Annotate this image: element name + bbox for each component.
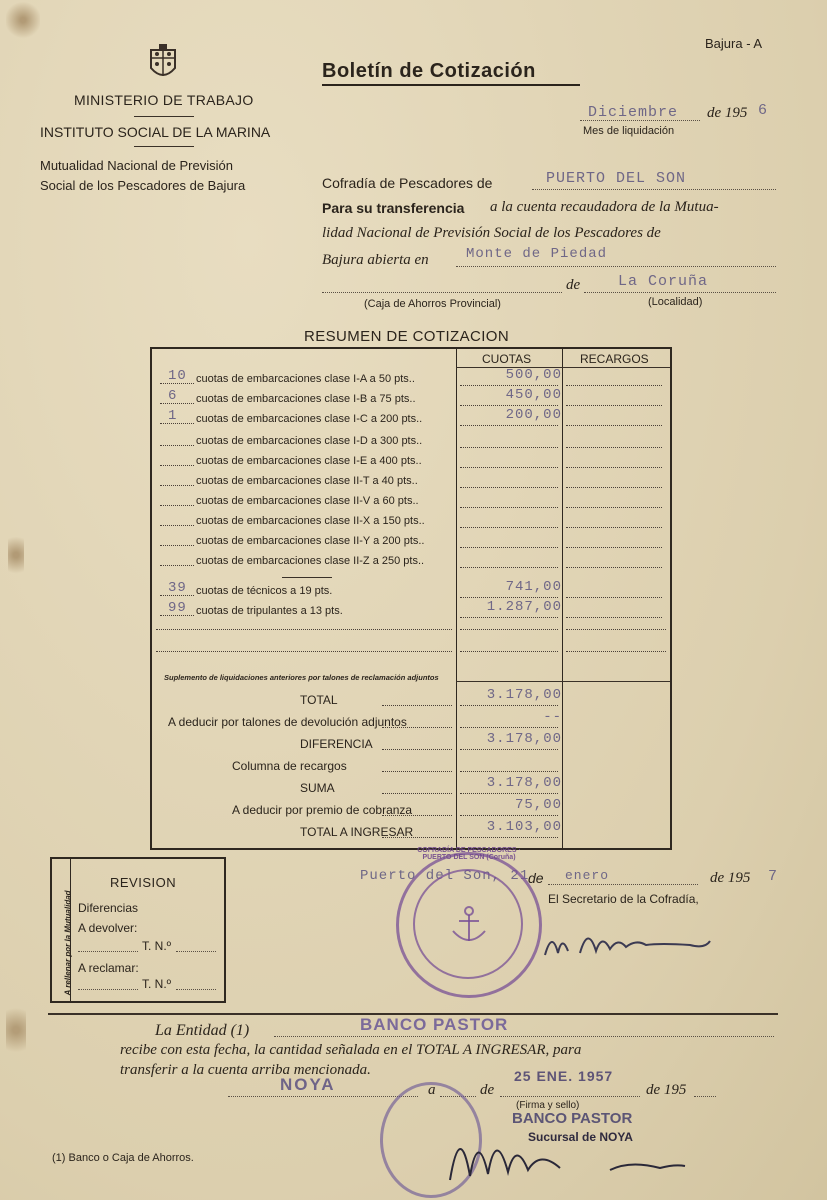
period-month-line xyxy=(580,120,700,121)
entity-value[interactable]: BANCO PASTOR xyxy=(360,1015,509,1034)
cell-line xyxy=(460,447,558,448)
total-leader-line xyxy=(382,727,452,728)
cofradia-stamp xyxy=(396,847,542,998)
total-leader-line xyxy=(382,749,452,750)
column-header-cuotas: CUOTAS xyxy=(482,352,532,366)
period-caption: Mes de liquidación xyxy=(583,125,675,137)
date-month-line xyxy=(548,884,698,885)
row-quantity[interactable]: 99 xyxy=(168,600,187,616)
row-label: cuotas de embarcaciones clase I-D a 300 pts.. xyxy=(196,435,423,447)
column-header-recargos: RECARGOS xyxy=(580,352,649,366)
cell-line xyxy=(566,597,662,598)
paper-stain xyxy=(8,530,24,580)
bank-text-2: transferir a la cuenta arriba mencionada. xyxy=(120,1062,371,1078)
bank-a-label: a xyxy=(428,1082,436,1098)
cell-line xyxy=(566,547,662,548)
row-label: cuotas de embarcaciones clase I-E a 400 pts.. xyxy=(196,455,422,467)
firma-label: (Firma y sello) xyxy=(516,1100,580,1111)
cell-line xyxy=(460,629,558,630)
row-cuotas-value[interactable]: 1.287,00 xyxy=(486,599,562,615)
row-label: cuotas de embarcaciones clase II-V a 60 pts.. xyxy=(196,495,419,507)
row-quantity[interactable]: 39 xyxy=(168,580,187,596)
cell-line xyxy=(156,629,452,630)
row-label: cuotas de embarcaciones clase II-X a 150 pts.. xyxy=(196,515,425,527)
row-label: cuotas de embarcaciones clase I-B a 75 pts.. xyxy=(196,393,416,405)
cell-line xyxy=(460,651,558,652)
cell-line xyxy=(566,405,662,406)
column-separator xyxy=(562,349,563,848)
date-month[interactable]: enero xyxy=(565,868,610,883)
row-label: cuotas de embarcaciones clase II-Y a 200 pts.. xyxy=(196,535,425,547)
cell-line xyxy=(460,837,558,838)
period-year-label: de 195 xyxy=(707,105,748,121)
revision-diferencias: Diferencias xyxy=(78,901,139,915)
cell-line xyxy=(566,629,666,630)
row-quantity-line xyxy=(160,383,194,384)
cell-line xyxy=(460,567,558,568)
locality-caption: (Localidad) xyxy=(648,296,703,308)
cell-line xyxy=(460,385,558,386)
locality-line xyxy=(584,292,776,293)
cell-line xyxy=(460,507,558,508)
header-rule xyxy=(456,367,670,368)
cell-line xyxy=(566,527,662,528)
revision-a-devolver: A devolver: xyxy=(78,921,138,935)
revision-box xyxy=(50,857,226,1003)
row-quantity[interactable]: 1 xyxy=(168,408,178,424)
totals-rule xyxy=(456,681,670,682)
coat-of-arms-icon xyxy=(148,44,178,82)
total-leader-line xyxy=(382,705,452,706)
transfer-label: Para su transferencia xyxy=(322,200,465,216)
cell-line xyxy=(566,425,662,426)
entity-line xyxy=(274,1036,774,1037)
cell-line xyxy=(566,385,662,386)
row-quantity-line xyxy=(160,445,194,446)
total-label: Columna de recargos xyxy=(232,759,347,773)
revision-tn2-line xyxy=(176,989,216,990)
cell-line xyxy=(156,651,452,652)
bank-stamp-branch: Sucursal de NOYA xyxy=(528,1130,633,1144)
cell-line xyxy=(460,527,558,528)
total-value[interactable]: 3.103,00 xyxy=(486,819,562,835)
total-value[interactable]: -- xyxy=(543,709,562,725)
cell-line xyxy=(460,425,558,426)
locality-value[interactable]: La Coruña xyxy=(618,273,709,290)
total-label: DIFERENCIA xyxy=(300,737,373,751)
paper-stain xyxy=(6,1000,26,1060)
cell-line xyxy=(566,617,662,618)
entity-label: La Entidad (1) xyxy=(155,1022,250,1039)
row-cuotas-value[interactable]: 200,00 xyxy=(505,407,562,423)
bank-date-stamp: 25 ENE. 1957 xyxy=(514,1068,614,1084)
row-cuotas-value[interactable]: 450,00 xyxy=(505,387,562,403)
summary-title: RESUMEN DE COTIZACION xyxy=(304,328,510,345)
row-quantity-line xyxy=(160,465,194,466)
row-quantity-line xyxy=(160,545,194,546)
bank-city-line xyxy=(228,1096,418,1097)
revision-tn-1: T. N.º xyxy=(142,939,172,953)
header-divider xyxy=(134,146,194,147)
transfer-text-3: Bajura abierta en xyxy=(322,252,429,268)
secretary-role: El Secretario de la Cofradía, xyxy=(548,892,699,906)
de-label: de xyxy=(566,277,581,293)
row-quantity-line xyxy=(160,423,194,424)
row-quantity-line xyxy=(160,485,194,486)
total-value[interactable]: 3.178,00 xyxy=(486,687,562,703)
bank-location-line xyxy=(322,292,562,293)
total-label: A deducir por talones de devolución adjuntos xyxy=(168,715,407,729)
transfer-text-2: lidad Nacional de Previsión Social de los Pescadores de xyxy=(322,225,661,241)
date-de-label: de xyxy=(528,870,544,886)
revision-title: REVISION xyxy=(110,875,177,890)
total-leader-line xyxy=(382,837,452,838)
cell-line xyxy=(460,727,558,728)
cell-line xyxy=(460,771,558,772)
section-rule xyxy=(282,577,332,578)
cofradia-label: Cofradía de Pescadores de xyxy=(322,175,493,191)
revision-side-label: A rellenar por la Mutualidad xyxy=(63,890,73,996)
total-leader-line xyxy=(382,793,452,794)
cell-line xyxy=(566,467,662,468)
cell-line xyxy=(460,815,558,816)
cell-line xyxy=(566,507,662,508)
bank-year-line xyxy=(694,1096,716,1097)
total-leader-line xyxy=(382,815,452,816)
bank-signature xyxy=(430,1110,690,1190)
revision-a-reclamar: A reclamar: xyxy=(78,961,139,975)
ministry-name: MINISTERIO DE TRABAJO xyxy=(74,92,254,108)
mutual-name-line1: Mutualidad Nacional de Previsión xyxy=(40,158,233,173)
row-label: cuotas de embarcaciones clase II-T a 40 pts.. xyxy=(196,475,418,487)
total-value[interactable]: 3.178,00 xyxy=(486,775,562,791)
form-code: Bajura - A xyxy=(705,36,763,51)
revision-tn1-line xyxy=(176,951,216,952)
footnote: (1) Banco o Caja de Ahorros. xyxy=(52,1152,194,1164)
bank-caption: (Caja de Ahorros Provincial) xyxy=(364,298,501,310)
supplement-label: Suplemento de liquidaciones anteriores por talones de reclamación adjuntos xyxy=(164,673,439,682)
total-label: SUMA xyxy=(300,781,335,795)
row-label: cuotas de técnicos a 19 pts. xyxy=(196,585,333,597)
total-label: A deducir por premio de cobranza xyxy=(232,803,413,817)
row-cuotas-value[interactable]: 741,00 xyxy=(505,579,562,595)
cell-line xyxy=(460,705,558,706)
row-quantity-line xyxy=(160,565,194,566)
bank-line xyxy=(456,266,776,267)
cell-line xyxy=(460,547,558,548)
institute-name: INSTITUTO SOCIAL DE LA MARINA xyxy=(40,124,271,140)
cell-line xyxy=(566,567,662,568)
bank-name[interactable]: Monte de Piedad xyxy=(466,246,608,262)
bank-month-line xyxy=(500,1096,640,1097)
revision-side-rule xyxy=(70,859,71,1001)
cell-line xyxy=(566,651,666,652)
bank-stamp-name: BANCO PASTOR xyxy=(512,1110,633,1127)
period-year-digit[interactable]: 6 xyxy=(758,102,769,119)
anchor-icon xyxy=(445,901,493,949)
revision-devolver-line xyxy=(78,951,138,952)
cell-line xyxy=(566,447,662,448)
total-leader-line xyxy=(382,771,452,772)
date-year-digit[interactable]: 7 xyxy=(768,868,779,885)
place-date[interactable]: Puerto del Son, 21 xyxy=(360,868,530,884)
document-title: Boletín de Cotización xyxy=(322,60,536,82)
summary-table xyxy=(150,347,672,850)
bank-de-label: de xyxy=(480,1082,495,1098)
cofradia-stamp-text: COFRADÍA DE PESCADORES · PUERTO DEL SON (Coruña) xyxy=(417,847,521,861)
total-value[interactable]: 75,00 xyxy=(514,797,562,813)
date-year-label: de 195 xyxy=(710,870,751,886)
row-quantity-line xyxy=(160,525,194,526)
period-month[interactable]: Diciembre xyxy=(588,104,679,121)
total-value[interactable]: 3.178,00 xyxy=(486,731,562,747)
bank-city[interactable]: NOYA xyxy=(280,1075,336,1094)
cell-line xyxy=(566,487,662,488)
header-divider xyxy=(134,116,194,117)
row-quantity-line xyxy=(160,615,194,616)
cell-line xyxy=(460,487,558,488)
cell-line xyxy=(460,405,558,406)
column-separator xyxy=(456,349,457,848)
total-label: TOTAL xyxy=(300,693,338,707)
secretary-signature xyxy=(540,915,720,965)
paper-stain xyxy=(6,0,40,40)
row-label: cuotas de embarcaciones clase I-A a 50 pts.. xyxy=(196,373,415,385)
row-quantity[interactable]: 10 xyxy=(168,368,187,384)
cell-line xyxy=(460,467,558,468)
cell-line xyxy=(460,749,558,750)
row-quantity-line xyxy=(160,595,194,596)
cell-line xyxy=(460,793,558,794)
row-label: cuotas de tripulantes a 13 pts. xyxy=(196,605,343,617)
cell-line xyxy=(460,617,558,618)
row-quantity-line xyxy=(160,403,194,404)
bank-text-1: recibe con esta fecha, la cantidad señalada en el TOTAL A INGRESAR, para xyxy=(120,1042,582,1058)
total-label: TOTAL A INGRESAR xyxy=(300,825,414,839)
cofradia-value[interactable]: PUERTO DEL SON xyxy=(546,170,687,187)
title-underline xyxy=(322,84,580,86)
cofradia-line xyxy=(532,189,776,190)
cell-line xyxy=(460,597,558,598)
row-quantity[interactable]: 6 xyxy=(168,388,178,404)
row-label: cuotas de embarcaciones clase II-Z a 250 pts.. xyxy=(196,555,425,567)
mutual-name-line2: Social de los Pescadores de Bajura xyxy=(40,178,246,193)
transfer-text-1: a la cuenta recaudadora de la Mutua- xyxy=(490,199,719,215)
revision-tn-2: T. N.º xyxy=(142,977,172,991)
row-quantity-line xyxy=(160,505,194,506)
bank-year-label: de 195 xyxy=(646,1082,687,1098)
row-cuotas-value[interactable]: 500,00 xyxy=(505,367,562,383)
revision-reclamar-line xyxy=(78,989,138,990)
row-label: cuotas de embarcaciones clase I-C a 200 pts.. xyxy=(196,413,423,425)
